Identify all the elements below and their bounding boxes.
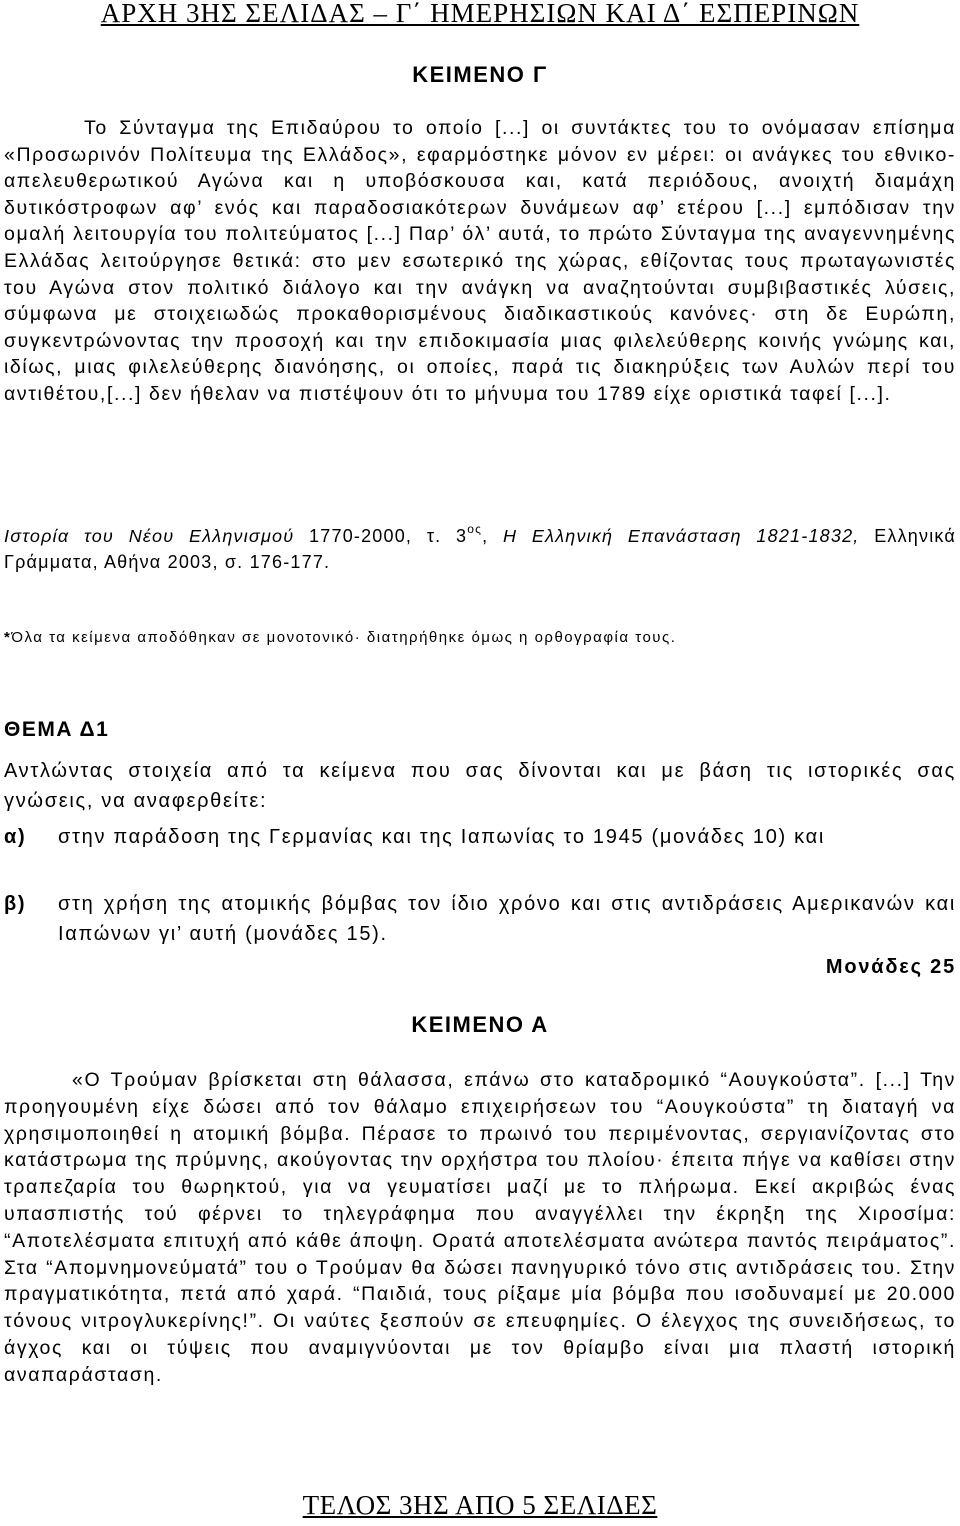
question-prompt: Αντλώντας στοιχεία από τα κείμενα που σας δίνονται και με βάση τις ιστορικές σας γνώσεις, να αναφερθείτε: [4, 760, 956, 812]
note-asterisk: * [4, 629, 12, 646]
source-a-text: «Ο Τρούμαν βρίσκεται στη θάλασσα, επάνω στο καταδρομικό “Αουγκούστα”. [...] Την προηγουμένη είχε δώσει από τον θάλαμο επιχειρήσεων του “Αουγκούστα” τη διαταγή να χρησιμοποιηθεί η ατομική βόμβα. Πέρασε το πρωινό του περιμένοντας, σεργιανίζοντας στο κατάστρωμα της πρύμνης, ακούγοντας την ορχήστρα του πλοίου· έπειτα πήγε να καθίσει στην τραπεζαρία του θωρηκτού, για να γευματίσει μαζί με το πλήρωμα. Εκεί ακριβώς ένας υπασπιστής τού φέρνει το τηλεγράφημα που αναγγέλλει την έκρηξη της Χιροσίμα: “Αποτελέσματα επιτυχή από κάθε άποψη. Ορατά αποτελέσματα ανώτερα παντός πειράματος”. Στα “Απομνημονεύματά” του ο Τρούμαν θα δώσει πανηγυρικό τόνο στις αντιδράσεις του. Στην πραγματικότητα, πετά από χαρά. “Παιδιά, τους ρίξαμε μία βόμβα που ισοδυναμεί με 20.000 τόνους νιτρογλυκερίνης!”. Οι ναύτες ξεσπούν σε επευφημίες. Ο έλεγχος της συνειδήσεως, το άγχος και οι τύψεις που αναμιγνύονται με τον θρίαμβο είναι μια πλαστή ιστορική αναπαράσταση. [4, 1069, 956, 1386]
source-c-text: Το Σύνταγμα της Επιδαύρου το οποίο [...] οι συντάκτες του το ονόμασαν επίσημα «Προσωρινόν Πολίτευμα της Ελλάδος», εφαρμόστηκε μόνον εν μέρει: οι ανάγκες του εθνικο-απελευθερωτικού Αγώνα και η υποβόσκουσα και, κατά περιόδους, ανοιχτή διαμάχη δυτικόστροφων αφ’ ενός και παραδοσιακότερων δυνάμεων αφ’ ετέρου [...] εμπόδισαν την ομαλή λειτουργία του πολιτεύματος [...] Παρ’ όλ’ αυτά, το πρώτο Σύνταγμα της αναγεννημένης Ελλάδας λειτούργησε θετικά: στο μεν εσωτερικό της χώρας, εθίζοντας τους πρωταγωνιστές του Αγώνα στον πολιτικό διάλογο και την ανάγκη να αναζητούνται συμβιβαστικές λύσεις, σύμφωνα με στοιχειωδώς προκαθορισμένους διαδικαστικούς κανόνες· στη δε Ευρώπη, συγκεντρώνοντας την προσοχή και την επιδοκιμασία μιας φιλελεύθερης κοινής γνώμης και, ιδίως, μιας φιλελεύθερης διανόησης, οι οποίες, παρά τις διακηρύξεις των Αυλών περί του αντιθέτου,[...] δεν ήθελαν να πιστέψουν ότι το μήνυμα του 1789 είχε οριστικά ταφεί [...]. [4, 117, 956, 405]
monotonic-note [4, 629, 956, 646]
item-a-text: στην παράδοση της Γερμανίας και της Ιαπωνίας το 1945 (μονάδες 10) και [58, 826, 826, 848]
citation-publisher: Ελληνικά Γράμματα, Αθήνα 2003, σ. 176-177. [4, 526, 956, 572]
item-b-text: στη χρήση της ατομικής βόμβας τον ίδιο χρόνο και στις αντιδράσεις Αμερικανών και Ιαπώνων γι’ αυτή (μονάδες 15). [58, 893, 956, 945]
question-item-b [4, 889, 956, 949]
item-a-label: α) [4, 826, 27, 848]
citation-years: 1770-2000, τ. 3 [294, 526, 468, 546]
citation-volume-suffix: ος [467, 522, 483, 536]
page-header: ΑΡΧΗ 3ΗΣ ΣΕΛΙΔΑΣ – Γ΄ ΗΜΕΡΗΣΙΩΝ ΚΑΙ Δ΄ ΕΣΠΕΡΙΝΩΝ [100, 0, 860, 28]
question-item-a [4, 822, 956, 852]
question-heading: ΘΕΜΑ Δ1 [4, 718, 110, 741]
page-footer: ΤΕΛΟΣ 3ΗΣ ΑΠΟ 5 ΣΕΛΙΔΕΣ [302, 1490, 658, 1520]
item-b-label: β) [4, 893, 27, 915]
source-c-heading: ΚΕΙΜΕΝΟ Γ [412, 62, 548, 87]
citation-subtitle: Η Ελληνική Επανάσταση 1821-1832, [503, 526, 860, 546]
source-a-heading: ΚΕΙΜΕΝΟ Α [411, 1012, 549, 1037]
citation-title: Ιστορία του Νέου Ελληνισμού [4, 526, 295, 546]
source-c-citation [4, 523, 956, 575]
note-text: Όλα τα κείμενα αποδόθηκαν σε μονοτονικό· διατηρήθηκε όμως η ορθογραφία τους. [11, 629, 677, 646]
citation-separator: , [482, 526, 504, 546]
marks-total: Μονάδες 25 [825, 956, 956, 978]
